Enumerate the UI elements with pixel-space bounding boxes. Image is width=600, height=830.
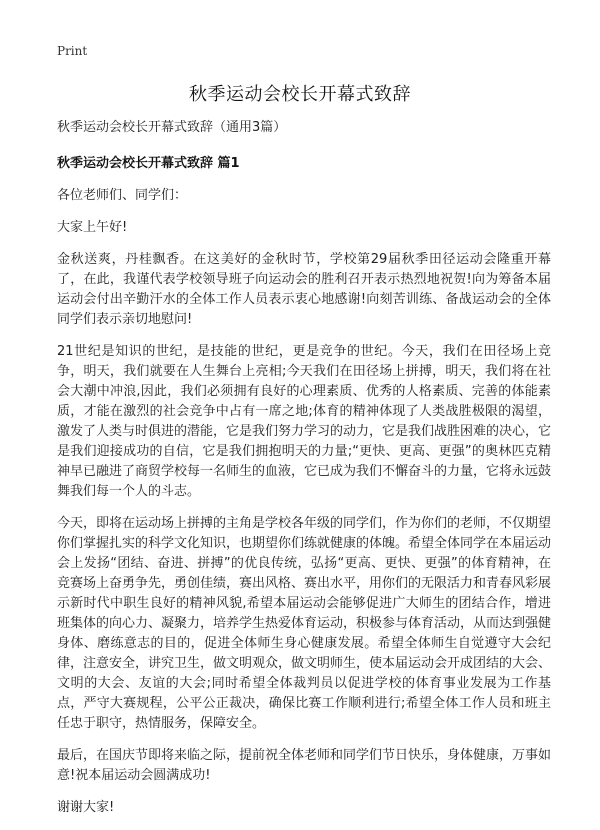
article-body — [57, 118, 551, 830]
paragraph-salutation: 大家上午好! — [57, 220, 128, 235]
print-link[interactable]: Print — [57, 44, 88, 58]
paragraph-today: 今天，即将在运动场上拼搏的主角是学校各年级的同学们，作为你们的老师，不仅期望你们掌握扎实的科学文化知识，也期望你们练就健康的体魄。希望全体同学在本届运动会上发扬“团结、奋进、拼搏”的优良传统，弘扬“更高、更快、更强”的体育精神，在竞赛场上奋勇争先，勇创佳绩，赛出风格、赛出水平，用你们的无限活力和青春风彩展示新时代中职生良好的精神风貌,希望本届运动会能够促进广大师生的团结合作，增进班集体的向心力、凝聚力，培养学生热爱体育运动，积极参与体育活动，从而达到强健身体、磨练意志的目的，促进全体师生身心健康发展。希望全体师生自觉遵守大会纪律，注意安全，讲究卫生，做文明观众，做文明师生，使本届运动会开成团结的大会、文明的大会、友谊的大会;同时希望全体裁判员以促进学校的体育事业发展为工作基点，严守大赛规程，公平公正裁决，确保比赛工作顺利进行;希望全体工作人员和班主任忠于职守，热情服务，保障安全。 — [57, 516, 552, 731]
section-heading: 秋季运动会校长开幕式致辞 篇1 — [57, 156, 240, 171]
paragraph-opening: 金秋送爽，丹桂飘香。在这美好的金秋时节，学校第29届秋季田径运动会隆重开幕了，在此，我谨代表学校领导班子向运动会的胜利召开表示热烈地祝贺!向为筹备本届运动会付出辛勤汗水的全体工作人员表示衷心地感谢!向刻苦训练、备战运动会的全体同学们表示亲切地慰问! — [57, 252, 551, 327]
paragraph-century: 21世纪是知识的世纪，是技能的世纪，更是竞争的世纪。今天，我们在田径场上竞争，明天，我们就要在人生舞台上亮相;今天我们在田径场上拼搏，明天，我们将在社会大潮中冲浪,因此，我们必须拥有良好的心理素质、优秀的人格素质、完善的体能素质，才能在激烈的社会竞争中占有一席之地;体育的精神体现了人类战胜极限的渴望，激发了人类与时俱进的潜能，它是我们努力学习的动力，它是我们战胜困难的决心，它是我们迎接成功的自信，它是我们拥抱明天的力量;“更快、更高、更强”的奥林匹克精神早已融进了商贸学校每一名师生的血液，它已成为我们不懈奋斗的力量，它将永远鼓舞我们每一个人的斗志。 — [57, 344, 552, 499]
paragraph-greeting: 各位老师们、同学们： — [57, 188, 188, 203]
page-title: 秋季运动会校长开幕式致辞 — [189, 84, 411, 105]
paragraph-thanks: 谢谢大家! — [57, 800, 115, 815]
paragraph-closing: 最后，在国庆节即将来临之际，提前祝全体老师和同学们节日快乐，身体健康，万事如意!祝本届运动会圆满成功! — [57, 748, 552, 783]
article-subtitle: 秋季运动会校长开幕式致辞（通用3篇） — [57, 120, 287, 135]
